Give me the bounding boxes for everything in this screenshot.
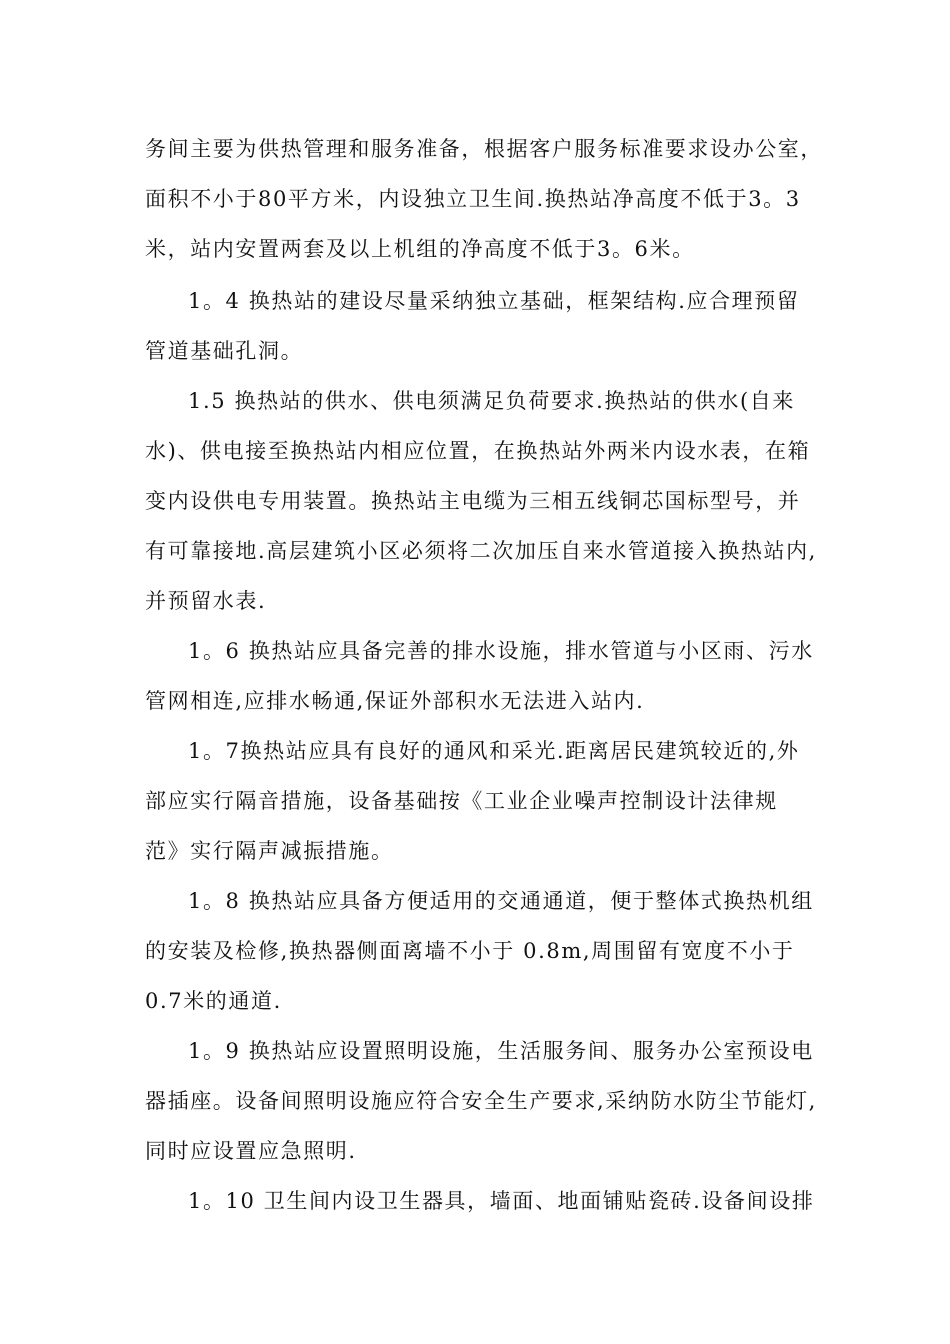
text-line: 范》实行隔声减振措施。 xyxy=(145,839,394,863)
text-line: 水)、供电接至换热站内相应位置，在换热站外两米内设水表，在箱 xyxy=(145,439,811,463)
text-line: 并预留水表. xyxy=(145,589,267,613)
section-1-7-first-line: 1。7换热站应具有良好的通风和采光.距离居民建筑较近的,外 xyxy=(188,739,800,763)
text-line: 管道基础孔洞。 xyxy=(145,339,304,363)
text-line: 米，站内安置两套及以上机组的净高度不低于3。6米。 xyxy=(145,237,695,261)
section-1-5-first-line: 1.5 换热站的供水、供电须满足负荷要求.换热站的供水(自来 xyxy=(188,389,795,413)
text-line: 务间主要为供热管理和服务准备，根据客户服务标准要求设办公室， xyxy=(145,137,823,161)
text-line: 器插座。设备间照明设施应符合安全生产要求,采纳防水防尘节能灯, xyxy=(145,1089,817,1113)
text-line: 管网相连,应排水畅通,保证外部积水无法进入站内. xyxy=(145,689,645,713)
text-line: 同时应设置应急照明. xyxy=(145,1139,357,1163)
text-line: 变内设供电专用装置。换热站主电缆为三相五线铜芯国标型号，并 xyxy=(145,489,801,513)
text-line: 的安装及检修,换热器侧面离墙不小于 0.8m,周围留有宽度不小于 xyxy=(145,939,795,963)
section-1-10-first-line: 1。10 卫生间内设卫生器具，墙面、地面铺贴瓷砖.设备间设排 xyxy=(188,1189,815,1213)
text-line: 有可靠接地.高层建筑小区必须将二次加压自来水管道接入换热站内, xyxy=(145,539,817,563)
text-line: 0.7米的通道. xyxy=(145,989,282,1013)
section-1-8-first-line: 1。8 换热站应具备方便适用的交通通道，便于整体式换热机组 xyxy=(188,889,814,913)
section-1-4-first-line: 1。4 换热站的建设尽量采纳独立基础，框架结构.应合理预留 xyxy=(188,289,800,313)
text-line: 部应实行隔音措施，设备基础按《工业企业噪声控制设计法律规 xyxy=(145,789,778,813)
section-1-9-first-line: 1。9 换热站应设置照明设施，生活服务间、服务办公室预设电 xyxy=(188,1039,814,1063)
section-1-6-first-line: 1。6 换热站应具备完善的排水设施，排水管道与小区雨、污水 xyxy=(188,639,814,663)
text-line: 面积不小于80平方米，内设独立卫生间.换热站净高度不低于3。3 xyxy=(145,187,801,211)
